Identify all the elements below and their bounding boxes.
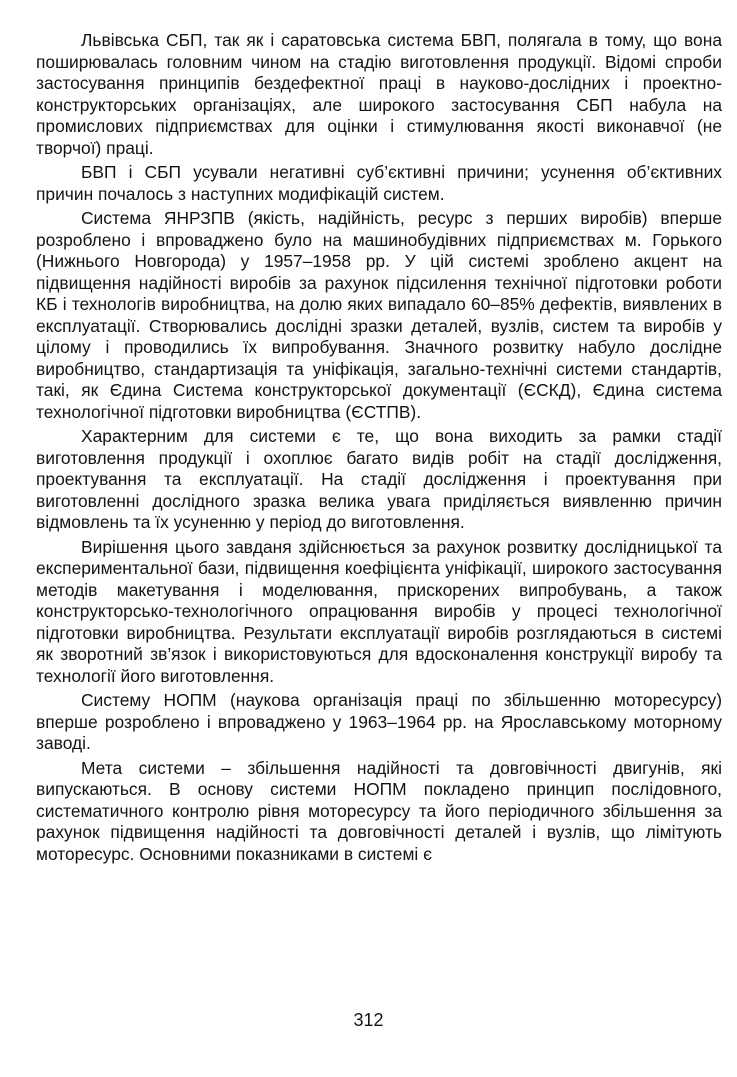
paragraph-lviv-sbp: Львівська СБП, так як і саратовська система БВП, полягала в тому, що вона поширювалась головним чином на стадію виготовлення продукції. Відомі спроби застосування принципів бездефектної праці в науково-дослідних і проектно-конструкторських організаціях, але широкого застосування СБП набула на промислових підприємствах для оцінки і стимулювання якості виконавчої (не творчої) праці. <box>36 30 722 158</box>
page-body <box>36 30 722 865</box>
paragraph-nopm-system: Систему НОПМ (наукова організація праці по збільшенню моторесурсу) вперше розроблено і впроваджено у 1963–1964 рр. на Ярославському моторному заводі. <box>36 690 722 753</box>
paragraph-bvp-sbp-causes: БВП і СБП усували негативні суб’єктивні причини; усунення об’єктивних причин почалось з наступних модифікацій систем. <box>36 162 722 204</box>
paragraph-task-solution: Вирішення цього завданя здійснюється за рахунок розвитку дослідницької та експериментальної бази, підвищення коефіцієнта уніфікації, широкого застосування методів макетування і моделювання, прискорених випробувань, а також конструкторсько-технологічного опрацювання виробів у процесі технологічної підготовки виробництва. Результати експлуатації виробів розглядаються в системі як зворотний зв’язок і використовуються для вдосконалення конструкції виробу та технології його виготовлення. <box>36 536 722 686</box>
paragraph-system-characteristic: Характерним для системи є те, що вона виходить за рамки стадії виготовлення продукції і охоплює багато видів робіт на стадії дослідження, проектування та експлуатації. На стадії дослідження і проектування при виготовленні дослідного зразка велика увага приділяється виявленню причин відмовлень та їх усуненню у період до виготовлення. <box>36 426 722 532</box>
paragraph-system-goal: Мета системи – збільшення надійності та довговічності двигунів, які випускаються. В основу системи НОПМ покладено принцип послідовного, систематичного контролю рівня моторесурсу та його періодичного збільшення за рахунок підвищення надійності та довговічності деталей і вузлів, що лімітують моторесурс. Основними показниками в системі є <box>36 757 722 864</box>
page-number: 312 <box>353 1010 384 1030</box>
paragraph-yanrzpv-system: Система ЯНРЗПВ (якість, надійність, ресурс з перших виробів) вперше розроблено і впроваджено було на машинобудівних підприємствах м. Горького (Нижнього Новгорода) у 1957–1958 рр. У цій системі зроблено акцент на підвищення надійності виробів за рахунок підсилення технічної підготовки роботи КБ і технологів виробництва, на долю яких випадало 60–85% дефектів, виявлених в експлуатації. Створювались дослідні зразки деталей, вузлів, систем та виробів у цілому і проводились їх випробування. Значного розвитку набуло дослідне виробництво, стандартизація та уніфікація, загально-технічні системи стандартів, такі, як Єдина Система конструкторської документації (ЄСКД), Єдина система технологічної підготовки виробництва (ЄСТПВ). <box>36 208 722 422</box>
